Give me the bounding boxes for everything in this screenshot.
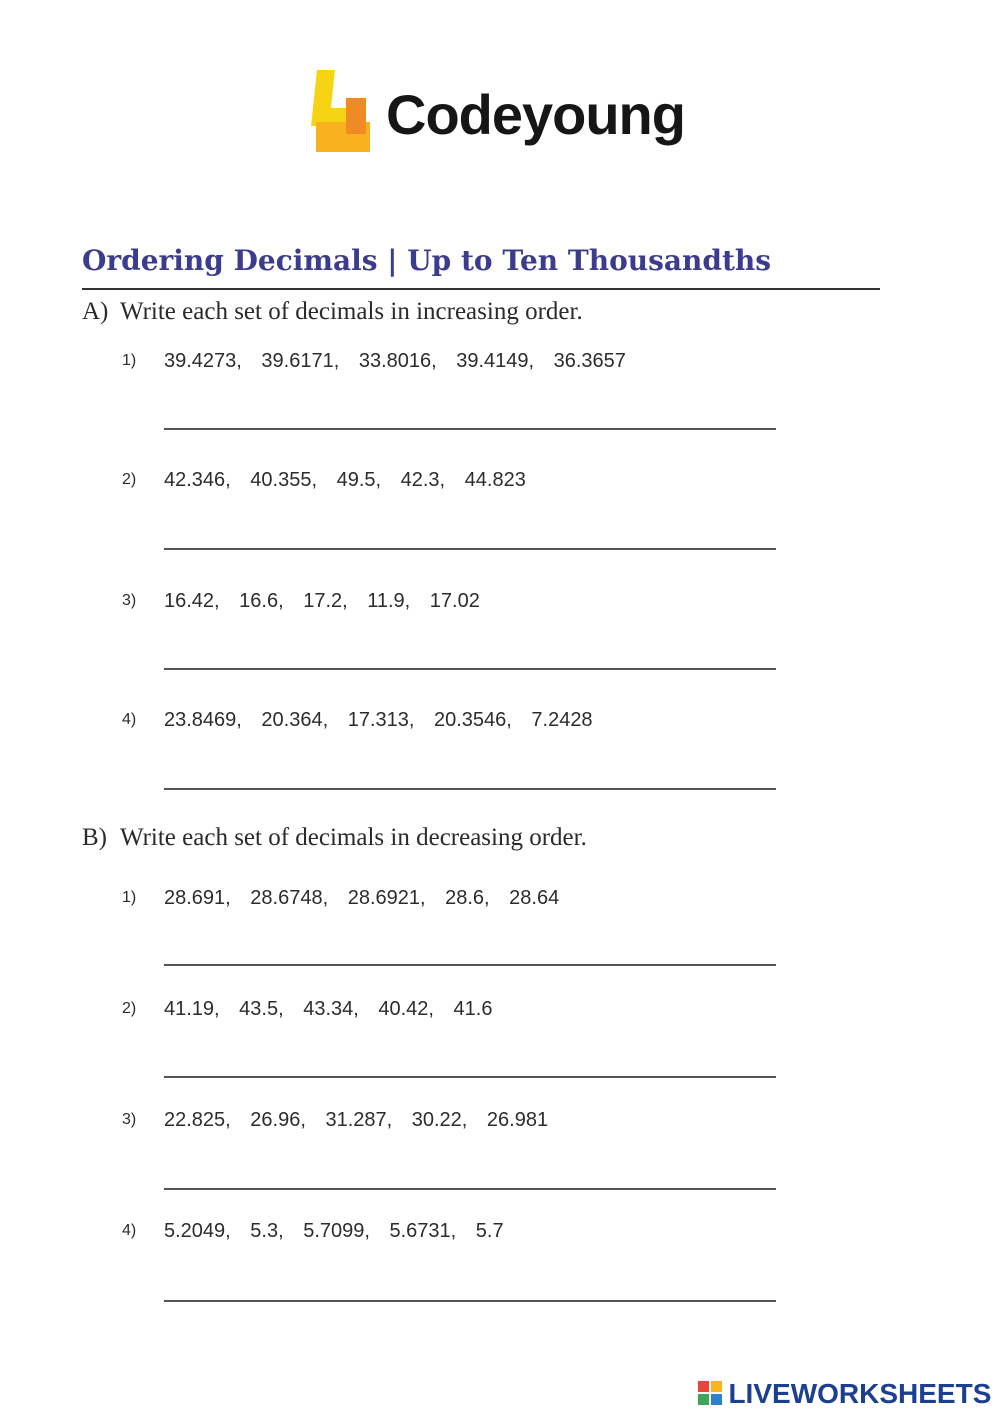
codeyoung-logo: [308, 68, 708, 168]
section-letter: B): [82, 824, 107, 851]
problem-a4: [122, 709, 593, 732]
problem-a1: [122, 350, 626, 373]
liveworksheets-text: LIVEWORKSHEETS: [728, 1378, 992, 1409]
section-instruction: Write each set of decimals in decreasing order.: [120, 824, 587, 851]
section-instruction: Write each set of decimals in increasing order.: [120, 298, 583, 325]
section-b-heading: [82, 824, 587, 852]
problem-number: 3): [122, 592, 137, 609]
problem-values: 42.346, 40.355, 49.5, 42.3, 44.823: [164, 469, 526, 491]
problem-number: 2): [122, 1000, 137, 1017]
problem-values: 39.4273, 39.6171, 33.8016, 39.4149, 36.3657: [164, 350, 626, 372]
answer-line-a3[interactable]: [164, 668, 776, 670]
answer-line-b4[interactable]: [164, 1300, 776, 1302]
answer-line-a4[interactable]: [164, 788, 776, 790]
problem-b1: [122, 887, 559, 910]
codeyoung-logo-icon: [308, 68, 372, 154]
answer-line-a1[interactable]: [164, 428, 776, 430]
liveworksheets-logo[interactable]: [698, 1378, 991, 1410]
section-a-heading: [82, 298, 583, 326]
answer-line-b2[interactable]: [164, 1076, 776, 1078]
problem-number: 3): [122, 1111, 137, 1128]
problem-values: 41.19, 43.5, 43.34, 40.42, 41.6: [164, 998, 493, 1020]
problem-b2: [122, 998, 492, 1021]
section-letter: A): [82, 298, 109, 325]
problem-values: 16.42, 16.6, 17.2, 11.9, 17.02: [164, 590, 480, 612]
problem-values: 5.2049, 5.3, 5.7099, 5.6731, 5.7: [164, 1220, 504, 1242]
answer-line-b1[interactable]: [164, 964, 776, 966]
problem-number: 4): [122, 1222, 137, 1239]
liveworksheets-icon: [698, 1381, 724, 1407]
problem-values: 22.825, 26.96, 31.287, 30.22, 26.981: [164, 1109, 549, 1131]
answer-line-a2[interactable]: [164, 548, 776, 550]
problem-values: 23.8469, 20.364, 17.313, 20.3546, 7.2428: [164, 709, 593, 731]
page-title: Ordering Decimals | Up to Ten Thousandths: [82, 244, 772, 277]
answer-line-b3[interactable]: [164, 1188, 776, 1190]
problem-number: 4): [122, 711, 137, 728]
problem-a3: [122, 590, 480, 613]
problem-values: 28.691, 28.6748, 28.6921, 28.6, 28.64: [164, 887, 560, 909]
problem-number: 1): [122, 352, 137, 369]
title-divider: [82, 288, 880, 290]
problem-b4: [122, 1220, 504, 1243]
problem-number: 2): [122, 471, 137, 488]
problem-b3: [122, 1109, 548, 1132]
problem-a2: [122, 469, 526, 492]
brand-name: Codeyoung: [386, 83, 685, 146]
problem-number: 1): [122, 889, 137, 906]
